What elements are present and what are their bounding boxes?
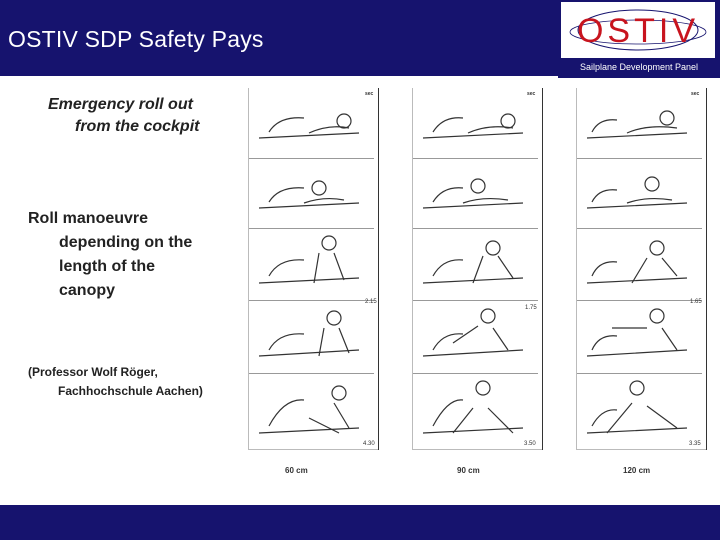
- sec-label: sec: [691, 91, 700, 97]
- time-axis: [378, 88, 379, 450]
- rollout-illustration: [577, 88, 702, 450]
- credit-line-2: Fachhochschule Aachen): [58, 383, 203, 398]
- logo-panel: [561, 2, 715, 58]
- sec-label: sec: [365, 91, 374, 97]
- roll-line-2: depending on the: [59, 234, 193, 251]
- end-time-label: 3.50: [524, 441, 536, 447]
- time-axis: [542, 88, 543, 450]
- heading-emergency: [48, 94, 220, 137]
- heading-line-2: from the cockpit: [75, 117, 200, 135]
- credit-line-1: (Professor Wolf Röger,: [28, 365, 158, 379]
- rollout-illustration: [249, 88, 374, 450]
- logo-subtitle: Sailplane Development Panel: [579, 62, 699, 72]
- time-axis: [706, 88, 707, 450]
- footer-bar: [0, 505, 720, 540]
- figure-column-1: [248, 88, 378, 450]
- end-time-label: 3.35: [689, 441, 701, 447]
- heading-line-1: Emergency roll out: [48, 96, 193, 113]
- roll-line-3: length of the: [59, 258, 155, 275]
- logo-wordmark: OSTIV: [576, 12, 700, 50]
- figure-column-3: [576, 88, 706, 450]
- mid-time-label: 1.65: [690, 299, 702, 305]
- figure-column-2: [412, 88, 542, 450]
- mid-time-label: 1.75: [525, 305, 537, 311]
- mid-time-label: 2.15: [365, 299, 377, 305]
- canopy-width-label: 120 cm: [623, 466, 651, 475]
- canopy-width-label: 90 cm: [457, 466, 480, 475]
- rollout-illustration: [413, 88, 538, 450]
- credit-text: [28, 363, 228, 400]
- slide-title: OSTIV SDP Safety Pays: [8, 26, 264, 52]
- roll-manoeuvre-text: [28, 207, 228, 303]
- roll-line-1: Roll manoeuvre: [28, 210, 149, 227]
- ostiv-logo: [558, 0, 720, 78]
- roll-line-4: canopy: [59, 282, 116, 299]
- sec-label: sec: [527, 91, 536, 97]
- logo-graphic: [561, 2, 715, 58]
- end-time-label: 4.30: [363, 441, 375, 447]
- canopy-width-label: 60 cm: [285, 466, 308, 475]
